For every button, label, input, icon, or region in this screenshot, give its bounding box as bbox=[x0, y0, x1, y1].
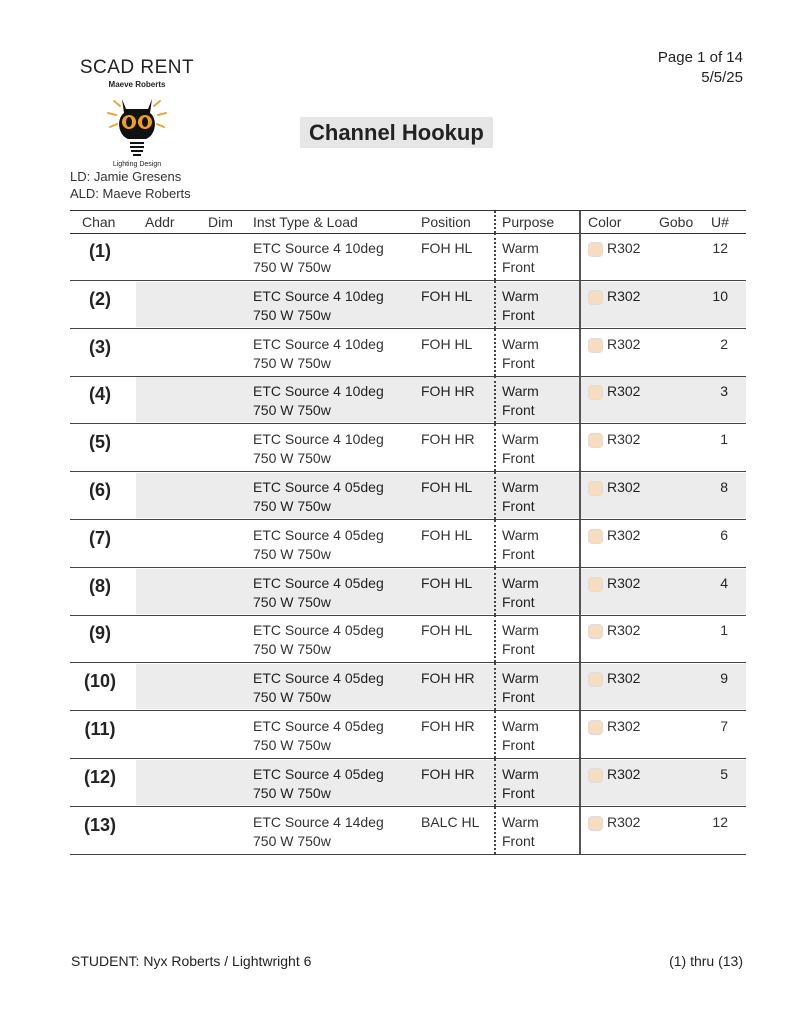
purpose-dotted-divider bbox=[494, 759, 496, 806]
inst-type-cell bbox=[253, 239, 384, 277]
color-code: R302 bbox=[607, 287, 641, 304]
position-cell: FOH HL bbox=[421, 574, 473, 591]
col-chan: Chan bbox=[82, 214, 116, 230]
color-swatch-icon bbox=[588, 481, 603, 496]
channel-number: (13) bbox=[83, 814, 116, 835]
inst-type-cell bbox=[253, 621, 384, 659]
inst-type: ETC Source 4 10deg bbox=[253, 335, 384, 352]
inst-type: ETC Source 4 10deg bbox=[253, 287, 384, 304]
color-swatch-icon bbox=[588, 577, 603, 592]
inst-type-cell bbox=[253, 287, 384, 325]
inst-type-cell bbox=[253, 574, 384, 612]
col-unit: U# bbox=[711, 214, 729, 230]
purpose-dotted-divider bbox=[494, 329, 496, 376]
color-solid-divider bbox=[579, 807, 581, 854]
unit-number: 12 bbox=[712, 240, 728, 256]
position-cell: FOH HL bbox=[421, 526, 473, 543]
color-solid-divider bbox=[579, 472, 581, 519]
color-swatch-icon bbox=[588, 290, 603, 305]
col-gobo: Gobo bbox=[659, 214, 694, 230]
color-solid-divider bbox=[579, 376, 581, 423]
position-cell: FOH HL bbox=[421, 479, 473, 495]
purpose-line-1: Warm bbox=[502, 526, 539, 543]
purpose-cell bbox=[502, 717, 539, 755]
inst-type: ETC Source 4 10deg bbox=[253, 383, 384, 400]
table-row bbox=[70, 424, 746, 472]
inst-type-cell bbox=[253, 335, 384, 373]
channel-number: (11) bbox=[84, 719, 116, 739]
table-row bbox=[70, 663, 746, 711]
purpose-line-2: Front bbox=[502, 450, 535, 467]
position-cell: FOH HL bbox=[421, 622, 473, 639]
position-cell: BALC HL bbox=[421, 813, 480, 830]
purpose-line-2: Front bbox=[502, 593, 535, 610]
purpose-cell bbox=[502, 765, 539, 803]
unit-number: 8 bbox=[720, 479, 728, 495]
purpose-cell bbox=[502, 478, 539, 516]
color-swatch-icon bbox=[588, 720, 603, 735]
table-row bbox=[70, 329, 746, 377]
purpose-cell bbox=[502, 382, 539, 420]
color-solid-divider bbox=[579, 759, 581, 806]
page-number: Page 1 of 14 bbox=[657, 49, 743, 66]
purpose-line-2: Front bbox=[502, 306, 535, 323]
purpose-line-1: Warm bbox=[502, 287, 539, 304]
inst-load: 750 W 750w bbox=[253, 402, 331, 419]
inst-type: ETC Source 4 05deg bbox=[253, 622, 384, 639]
purpose-line-1: Warm bbox=[502, 383, 539, 400]
color-swatch-icon bbox=[588, 385, 603, 400]
unit-number: 1 bbox=[720, 431, 728, 448]
brand-name: SCAD RENT bbox=[79, 57, 195, 78]
purpose-dotted-divider bbox=[494, 424, 496, 471]
purpose-dotted-divider bbox=[494, 807, 496, 854]
purpose-line-1: Warm bbox=[502, 765, 539, 782]
cat-lightbulb-logo bbox=[92, 89, 182, 161]
inst-type: ETC Source 4 14deg bbox=[253, 813, 384, 830]
color-solid-divider bbox=[579, 281, 581, 328]
purpose-line-2: Front bbox=[502, 402, 535, 419]
color-swatch-icon bbox=[588, 338, 603, 353]
color-code: R302 bbox=[607, 479, 641, 495]
purpose-line-2: Front bbox=[502, 354, 535, 371]
inst-type-cell bbox=[253, 765, 384, 803]
position-cell: FOH HR bbox=[421, 670, 475, 687]
color-code: R302 bbox=[607, 813, 641, 830]
inst-type: ETC Source 4 10deg bbox=[253, 431, 384, 448]
purpose-line-1: Warm bbox=[502, 574, 539, 591]
col-addr: Addr bbox=[145, 214, 175, 230]
unit-number: 7 bbox=[720, 718, 728, 734]
inst-load: 750 W 750w bbox=[253, 593, 331, 610]
purpose-line-2: Front bbox=[502, 832, 535, 849]
table-header bbox=[70, 210, 746, 234]
table-row bbox=[70, 520, 746, 568]
purpose-cell bbox=[502, 335, 539, 373]
color-swatch-icon bbox=[588, 433, 603, 448]
position-cell: FOH HR bbox=[421, 765, 475, 782]
inst-type: ETC Source 4 05deg bbox=[253, 574, 384, 591]
inst-type-cell bbox=[253, 526, 384, 564]
channel-number: (12) bbox=[83, 766, 116, 787]
inst-type: ETC Source 4 05deg bbox=[253, 718, 384, 734]
channel-number: (9) bbox=[89, 623, 111, 644]
color-code: R302 bbox=[607, 622, 641, 639]
color-solid-divider bbox=[579, 615, 581, 662]
brand-caption: Lighting Design bbox=[112, 161, 162, 168]
inst-type: ETC Source 4 05deg bbox=[253, 526, 384, 543]
purpose-cell bbox=[502, 574, 539, 612]
purpose-line-1: Warm bbox=[502, 622, 539, 639]
inst-load: 750 W 750w bbox=[253, 498, 331, 514]
unit-number: 6 bbox=[720, 526, 728, 543]
color-solid-divider bbox=[579, 329, 581, 376]
col-color: Color bbox=[588, 214, 622, 230]
footer-range: (1) thru (13) bbox=[669, 953, 743, 969]
purpose-dotted-divider bbox=[494, 472, 496, 519]
color-swatch-icon bbox=[588, 624, 603, 639]
inst-load: 750 W 750w bbox=[253, 641, 331, 658]
ld-credit: LD: Jamie Gresens bbox=[70, 169, 182, 184]
table-row bbox=[70, 759, 746, 807]
inst-load: 750 W 750w bbox=[253, 737, 331, 753]
unit-number: 3 bbox=[720, 383, 728, 400]
purpose-dotted-divider bbox=[494, 281, 496, 328]
purpose-line-1: Warm bbox=[502, 479, 539, 495]
purpose-line-1: Warm bbox=[502, 670, 539, 687]
purpose-line-1: Warm bbox=[502, 431, 539, 448]
table-row bbox=[70, 568, 746, 616]
inst-load: 750 W 750w bbox=[253, 545, 331, 562]
ald-credit: ALD: Maeve Roberts bbox=[70, 186, 191, 201]
page-meta bbox=[658, 48, 743, 88]
position-cell: FOH HL bbox=[421, 335, 473, 352]
header-dotted-divider bbox=[494, 211, 496, 233]
color-solid-divider bbox=[579, 233, 581, 280]
color-solid-divider bbox=[579, 568, 581, 615]
purpose-dotted-divider bbox=[494, 663, 496, 710]
inst-load: 750 W 750w bbox=[253, 354, 331, 371]
unit-number: 4 bbox=[720, 574, 728, 591]
inst-type-cell bbox=[253, 430, 384, 468]
color-solid-divider bbox=[579, 520, 581, 567]
color-code: R302 bbox=[607, 574, 641, 591]
color-solid-divider bbox=[579, 663, 581, 710]
color-solid-divider bbox=[579, 424, 581, 471]
position-cell: FOH HL bbox=[421, 287, 473, 304]
color-code: R302 bbox=[607, 240, 641, 256]
channel-number: (3) bbox=[89, 336, 111, 357]
color-code: R302 bbox=[607, 670, 641, 687]
table-row bbox=[70, 233, 746, 281]
inst-load: 750 W 750w bbox=[253, 259, 331, 275]
channel-number: (10) bbox=[83, 671, 116, 692]
purpose-line-2: Front bbox=[502, 545, 535, 562]
purpose-line-1: Warm bbox=[502, 718, 539, 734]
inst-load: 750 W 750w bbox=[253, 450, 331, 467]
channel-number: (8) bbox=[89, 575, 111, 596]
inst-type-cell bbox=[253, 478, 384, 516]
purpose-cell bbox=[502, 430, 539, 468]
inst-load: 750 W 750w bbox=[253, 832, 331, 849]
unit-number: 9 bbox=[720, 670, 728, 687]
color-code: R302 bbox=[607, 383, 641, 400]
purpose-dotted-divider bbox=[494, 233, 496, 280]
brand-block bbox=[76, 58, 198, 168]
col-inst-type: Inst Type & Load bbox=[253, 214, 358, 230]
purpose-cell bbox=[502, 239, 539, 277]
purpose-line-1: Warm bbox=[502, 240, 539, 256]
table-row bbox=[70, 281, 746, 329]
color-solid-divider bbox=[579, 711, 581, 758]
header-solid-divider bbox=[579, 211, 581, 233]
channel-number: (1) bbox=[89, 241, 111, 261]
inst-type-cell bbox=[253, 669, 384, 707]
col-position: Position bbox=[421, 214, 471, 230]
table-row bbox=[70, 711, 746, 759]
channel-number: (5) bbox=[89, 432, 111, 453]
table-row bbox=[70, 472, 746, 520]
print-date: 5/5/25 bbox=[701, 69, 743, 86]
purpose-dotted-divider bbox=[494, 520, 496, 567]
color-code: R302 bbox=[607, 431, 641, 448]
purpose-dotted-divider bbox=[494, 376, 496, 423]
unit-number: 2 bbox=[720, 335, 728, 352]
position-cell: FOH HL bbox=[421, 240, 473, 256]
purpose-line-1: Warm bbox=[502, 335, 539, 352]
purpose-cell bbox=[502, 813, 539, 851]
table-row bbox=[70, 376, 746, 424]
channel-number: (6) bbox=[89, 480, 111, 500]
color-code: R302 bbox=[607, 526, 641, 543]
purpose-cell bbox=[502, 526, 539, 564]
unit-number: 5 bbox=[720, 765, 728, 782]
inst-load: 750 W 750w bbox=[253, 689, 331, 706]
purpose-line-2: Front bbox=[502, 498, 535, 514]
inst-load: 750 W 750w bbox=[253, 306, 331, 323]
color-swatch-icon bbox=[588, 672, 603, 687]
position-cell: FOH HR bbox=[421, 383, 475, 400]
purpose-line-2: Front bbox=[502, 259, 535, 275]
footer-student: STUDENT: Nyx Roberts / Lightwright 6 bbox=[71, 953, 312, 969]
purpose-cell bbox=[502, 287, 539, 325]
inst-type: ETC Source 4 05deg bbox=[253, 670, 384, 687]
color-swatch-icon bbox=[588, 768, 603, 783]
table-row bbox=[70, 807, 746, 855]
unit-number: 1 bbox=[720, 622, 728, 639]
channel-number: (7) bbox=[89, 527, 111, 548]
unit-number: 12 bbox=[712, 813, 728, 830]
color-swatch-icon bbox=[588, 242, 603, 257]
position-cell: FOH HR bbox=[421, 431, 475, 448]
purpose-dotted-divider bbox=[494, 615, 496, 662]
inst-type: ETC Source 4 05deg bbox=[253, 765, 384, 782]
color-code: R302 bbox=[607, 718, 641, 734]
color-code: R302 bbox=[607, 335, 641, 352]
position-cell: FOH HR bbox=[421, 718, 475, 734]
purpose-line-2: Front bbox=[502, 784, 535, 801]
col-purpose: Purpose bbox=[502, 214, 555, 230]
purpose-line-2: Front bbox=[502, 737, 535, 753]
channel-number: (2) bbox=[89, 288, 111, 309]
color-code: R302 bbox=[607, 765, 641, 782]
purpose-line-2: Front bbox=[502, 689, 535, 706]
purpose-dotted-divider bbox=[494, 568, 496, 615]
purpose-dotted-divider bbox=[494, 711, 496, 758]
purpose-line-2: Front bbox=[502, 641, 535, 658]
purpose-cell bbox=[502, 621, 539, 659]
color-swatch-icon bbox=[588, 529, 603, 544]
page-title: Channel Hookup bbox=[300, 117, 493, 148]
purpose-cell bbox=[502, 669, 539, 707]
channel-number: (4) bbox=[89, 384, 111, 405]
brand-subtitle: Maeve Roberts bbox=[108, 80, 166, 89]
inst-type: ETC Source 4 05deg bbox=[253, 479, 384, 495]
inst-type: ETC Source 4 10deg bbox=[253, 240, 384, 256]
col-dim: Dim bbox=[208, 214, 233, 230]
inst-type-cell bbox=[253, 382, 384, 420]
purpose-line-1: Warm bbox=[502, 813, 539, 830]
color-swatch-icon bbox=[588, 816, 603, 831]
table-row bbox=[70, 615, 746, 663]
inst-type-cell bbox=[253, 813, 384, 851]
unit-number: 10 bbox=[712, 287, 728, 304]
inst-load: 750 W 750w bbox=[253, 784, 331, 801]
inst-type-cell bbox=[253, 717, 384, 755]
